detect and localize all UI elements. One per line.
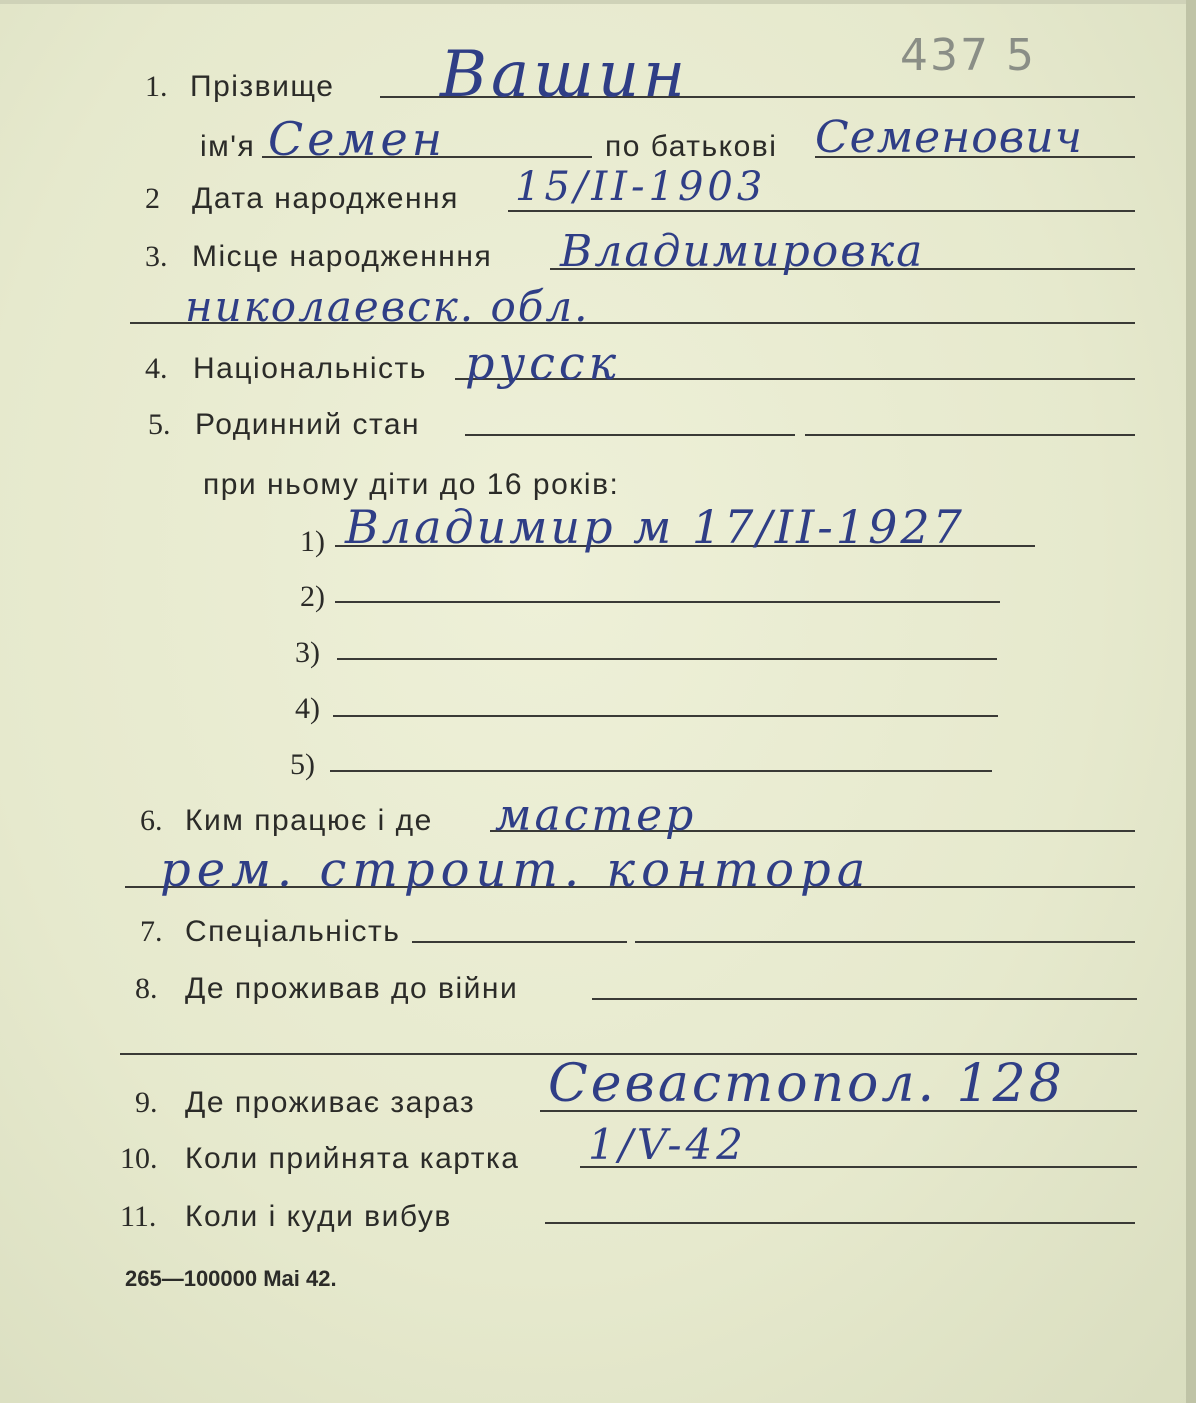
child-line-4 bbox=[333, 715, 998, 717]
field-number-5: 5. bbox=[148, 408, 171, 441]
prewar-residence-line-1 bbox=[592, 998, 1137, 1000]
child-value-1: Владимир м 17/II-1927 bbox=[345, 500, 965, 554]
field-number-8: 8. bbox=[135, 972, 158, 1005]
card-accepted-value: 1/V-42 bbox=[588, 1120, 747, 1169]
occupation-value-line1: мастер bbox=[495, 790, 697, 841]
birth-place-label: Місце народженння bbox=[192, 240, 493, 273]
field-number-4: 4. bbox=[145, 352, 168, 385]
card-edge-top bbox=[0, 0, 1196, 4]
field-number-1: 1. bbox=[145, 70, 168, 103]
field-number-2: 2 bbox=[145, 182, 160, 215]
specialty-line-a bbox=[412, 941, 627, 943]
specialty-label: Спеціальність bbox=[185, 915, 401, 948]
child-number-3: 3) bbox=[295, 636, 320, 669]
marital-status-line-a bbox=[465, 434, 795, 436]
child-number-1: 1) bbox=[300, 525, 325, 558]
birth-place-value-line2: николаевск. обл. bbox=[185, 282, 590, 331]
card-accepted-label: Коли прийнята картка bbox=[185, 1142, 520, 1175]
field-number-11: 11. bbox=[120, 1200, 157, 1233]
field-number-6: 6. bbox=[140, 804, 163, 837]
field-number-10: 10. bbox=[120, 1142, 158, 1175]
nationality-value: русск bbox=[465, 336, 621, 390]
surname-value: Вашин bbox=[440, 38, 690, 112]
child-number-5: 5) bbox=[290, 748, 315, 781]
child-line-5 bbox=[330, 770, 992, 772]
card-edge-right bbox=[1186, 0, 1196, 1403]
first-name-label: ім'я bbox=[200, 130, 256, 163]
field-number-9: 9. bbox=[135, 1086, 158, 1119]
first-name-value: Семен bbox=[268, 112, 447, 166]
pencil-number: 437 5 bbox=[900, 30, 1036, 81]
birth-date-value: 15/II-1903 bbox=[515, 164, 767, 210]
departure-line bbox=[545, 1222, 1135, 1224]
occupation-value-line2: рем. строит. контора bbox=[160, 842, 872, 898]
nationality-label: Національність bbox=[193, 352, 427, 385]
specialty-line-b bbox=[635, 941, 1135, 943]
birth-place-value-line1: Владимировка bbox=[560, 226, 925, 277]
patronymic-value: Семенович bbox=[815, 112, 1084, 163]
occupation-label: Ким працює і де bbox=[185, 804, 433, 837]
birth-date-label: Дата народження bbox=[192, 182, 459, 215]
print-run-footer: 265—100000 Mai 42. bbox=[125, 1266, 337, 1291]
current-residence-label: Де проживає зараз bbox=[185, 1086, 476, 1119]
child-line-3 bbox=[337, 658, 997, 660]
birth-date-line bbox=[508, 210, 1135, 212]
children-label: при ньому діти до 16 років: bbox=[203, 468, 620, 501]
child-number-4: 4) bbox=[295, 692, 320, 725]
patronymic-label: по батькові bbox=[605, 130, 778, 163]
field-number-7: 7. bbox=[140, 915, 163, 948]
child-number-2: 2) bbox=[300, 580, 325, 613]
current-residence-value: Севастопол. 128 bbox=[548, 1054, 1065, 1114]
departure-label: Коли і куди вибув bbox=[185, 1200, 452, 1233]
field-number-3: 3. bbox=[145, 240, 168, 273]
marital-status-label: Родинний стан bbox=[195, 408, 421, 441]
child-line-2 bbox=[335, 601, 1000, 603]
marital-status-line-b bbox=[805, 434, 1135, 436]
prewar-residence-label: Де проживав до війни bbox=[185, 972, 519, 1005]
surname-label: Прізвище bbox=[190, 70, 335, 103]
